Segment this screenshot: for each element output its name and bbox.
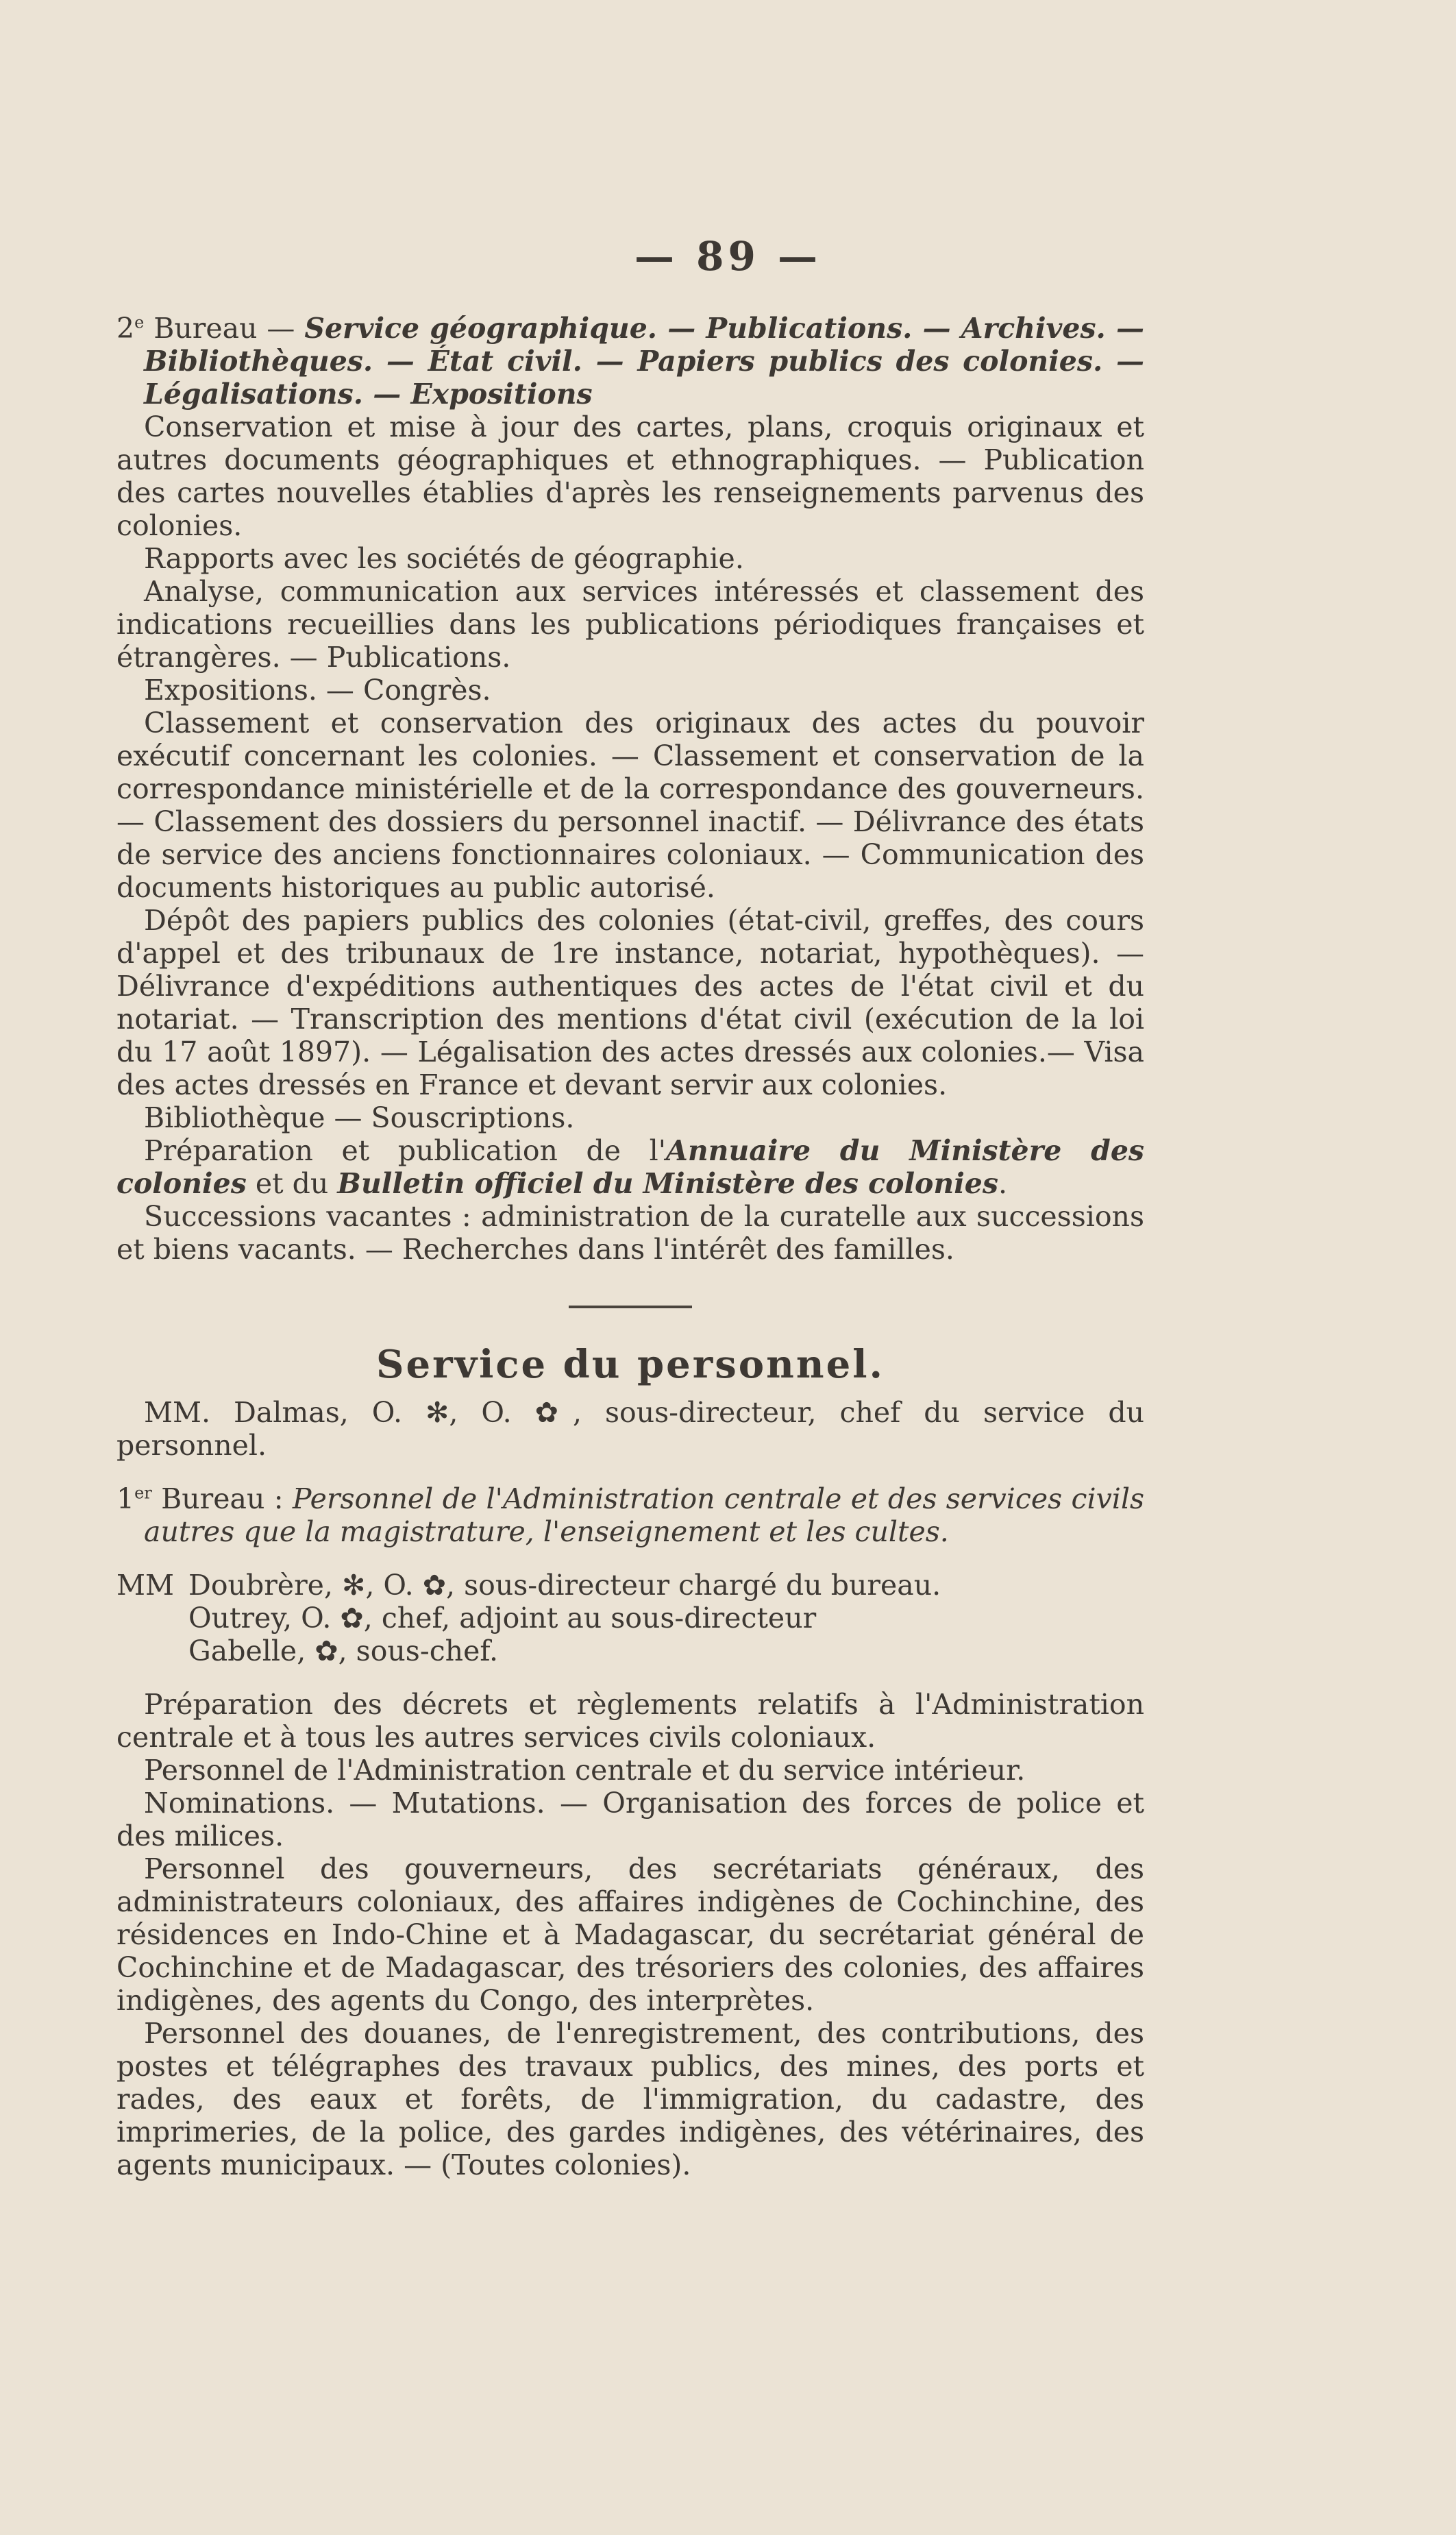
b2-paragraph-5: Classement et conservation des originaux des actes du pouvoir exécutif concernant les colonies. — Classement et conservation de la correspondance ministérielle et de la correspondance des gouverneurs. — Classement des dossiers du personnel inactif. — Délivrance des états de service des anciens fonctionnaires coloniaux. — Communication des documents historiques au public autorisé. (116, 707, 1144, 904)
bureau1-label-num: 1 (116, 1482, 135, 1515)
bureau2-title: Service géographique. — Publications. — Archives. — Bibliothèques. — État civil. — Papiers publics des colonies. — Légalisations. — Expositions (144, 312, 1144, 411)
section-heading: Service du personnel. (376, 1342, 885, 1387)
staff-list (116, 1569, 1144, 1667)
b1-paragraph-3: Nominations. — Mutations. — Organisation des forces de police et des milices. (116, 1787, 1144, 1852)
bureau2-label: Bureau — (144, 312, 305, 345)
b2-paragraph-7: Bibliothèque — Souscriptions. (144, 1101, 575, 1134)
b1-paragraphs (116, 1688, 1144, 2181)
bureau1-label: Bureau : (151, 1482, 293, 1515)
staff-entry-1: Doubrère, ✻, O. ✿, sous-directeur chargé du bureau. (188, 1569, 941, 1602)
annuaire-paragraph (116, 1134, 1144, 1200)
b2-paragraph-2: Rapports avec les sociétés de géographie. (144, 542, 744, 575)
annuaire-title: Annuaire du Ministère des colonies (116, 1134, 1144, 1200)
annuaire-post: . (998, 1167, 1008, 1200)
b1-paragraph-4: Personnel des gouverneurs, des secrétariats généraux, des administrateurs coloniaux, des affaires indigènes de Cochinchine, des résidences en Indo-Chine et à Madagascar, du secrétariat général de Cochinchine et de Madagascar, des trésoriers des colonies, des affaires indigènes, des agents du Congo, des interprètes. (116, 1852, 1144, 2017)
annuaire-mid: et du (246, 1167, 338, 1200)
b2-paragraph-3: Analyse, communication aux services intéressés et classement des indications recueillies dans les publications périodiques françaises et étrangères. — Publications. (116, 575, 1144, 674)
annuaire-pre: Préparation et publication de l' (144, 1134, 667, 1167)
b2-paragraph-6: Dépôt des papiers publics des colonies (état-civil, greffes, des cours d'appel et des tribunaux de 1re instance, notariat, hypothèques). — Délivrance d'expéditions authentiques des actes de l'état civil et du notariat. — Transcription des mentions d'état civil (exécution de la loi du 17 août 1897). — Légalisation des actes dressés aux colonies.— Visa des actes dressés en France et devant servir aux colonies. (116, 904, 1144, 1101)
staff-row-1 (116, 1569, 1144, 1602)
b1-paragraph-5: Personnel des douanes, de l'enregistrement, des contributions, des postes et télégraphes des travaux publics, des mines, des ports et rades, des eaux et forêts, de l'immigration, du cadastre, des imprimeries, de la police, des gardes indigènes, des vétérinaires, des agents municipaux. — (Toutes colonies). (116, 2017, 1144, 2181)
bureau1-title: Personnel de l'Administration centrale et des services civils autres que la magistrature, l'enseignement et les cultes. (144, 1482, 1144, 1548)
page-number: — 89 — (634, 233, 822, 280)
bureau2-label-sup: e (134, 313, 145, 332)
director-line: MM. Dalmas, O. ✻, O. ✿, sous-directeur, chef du service du personnel. (116, 1396, 1144, 1462)
staff-entry-3: Gabelle, ✿, sous-chef. (188, 1634, 499, 1667)
bureau2-label-num: 2 (116, 312, 135, 345)
b2-paragraph-1: Conservation et mise à jour des cartes, plans, croquis originaux et autres documents géographiques et ethnographiques. — Publication des cartes nouvelles établies d'après les renseignements parvenus des colonies. (116, 411, 1144, 542)
staff-entry-2: Outrey, O. ✿, chef, adjoint au sous-directeur (188, 1602, 817, 1634)
page-body (116, 312, 1144, 2181)
bulletin-title: Bulletin officiel du Ministère des colonies (337, 1167, 998, 1200)
staff-prefix: MM (116, 1569, 174, 1602)
bureau1-label-sup: er (134, 1483, 152, 1503)
bureau2-heading (116, 312, 1144, 411)
b2-paragraph-4: Expositions. — Congrès. (144, 674, 491, 707)
section-divider (569, 1306, 692, 1308)
b1-paragraph-1: Préparation des décrets et règlements relatifs à l'Administration centrale et à tous les autres services civils coloniaux. (116, 1688, 1144, 1754)
b1-paragraph-2: Personnel de l'Administration centrale et du service intérieur. (144, 1754, 1026, 1787)
bureau1-heading (116, 1482, 1144, 1548)
successions-paragraph: Successions vacantes : administration de la curatelle aux successions et biens vacants. — Recherches dans l'intérêt des familles. (116, 1200, 1144, 1266)
